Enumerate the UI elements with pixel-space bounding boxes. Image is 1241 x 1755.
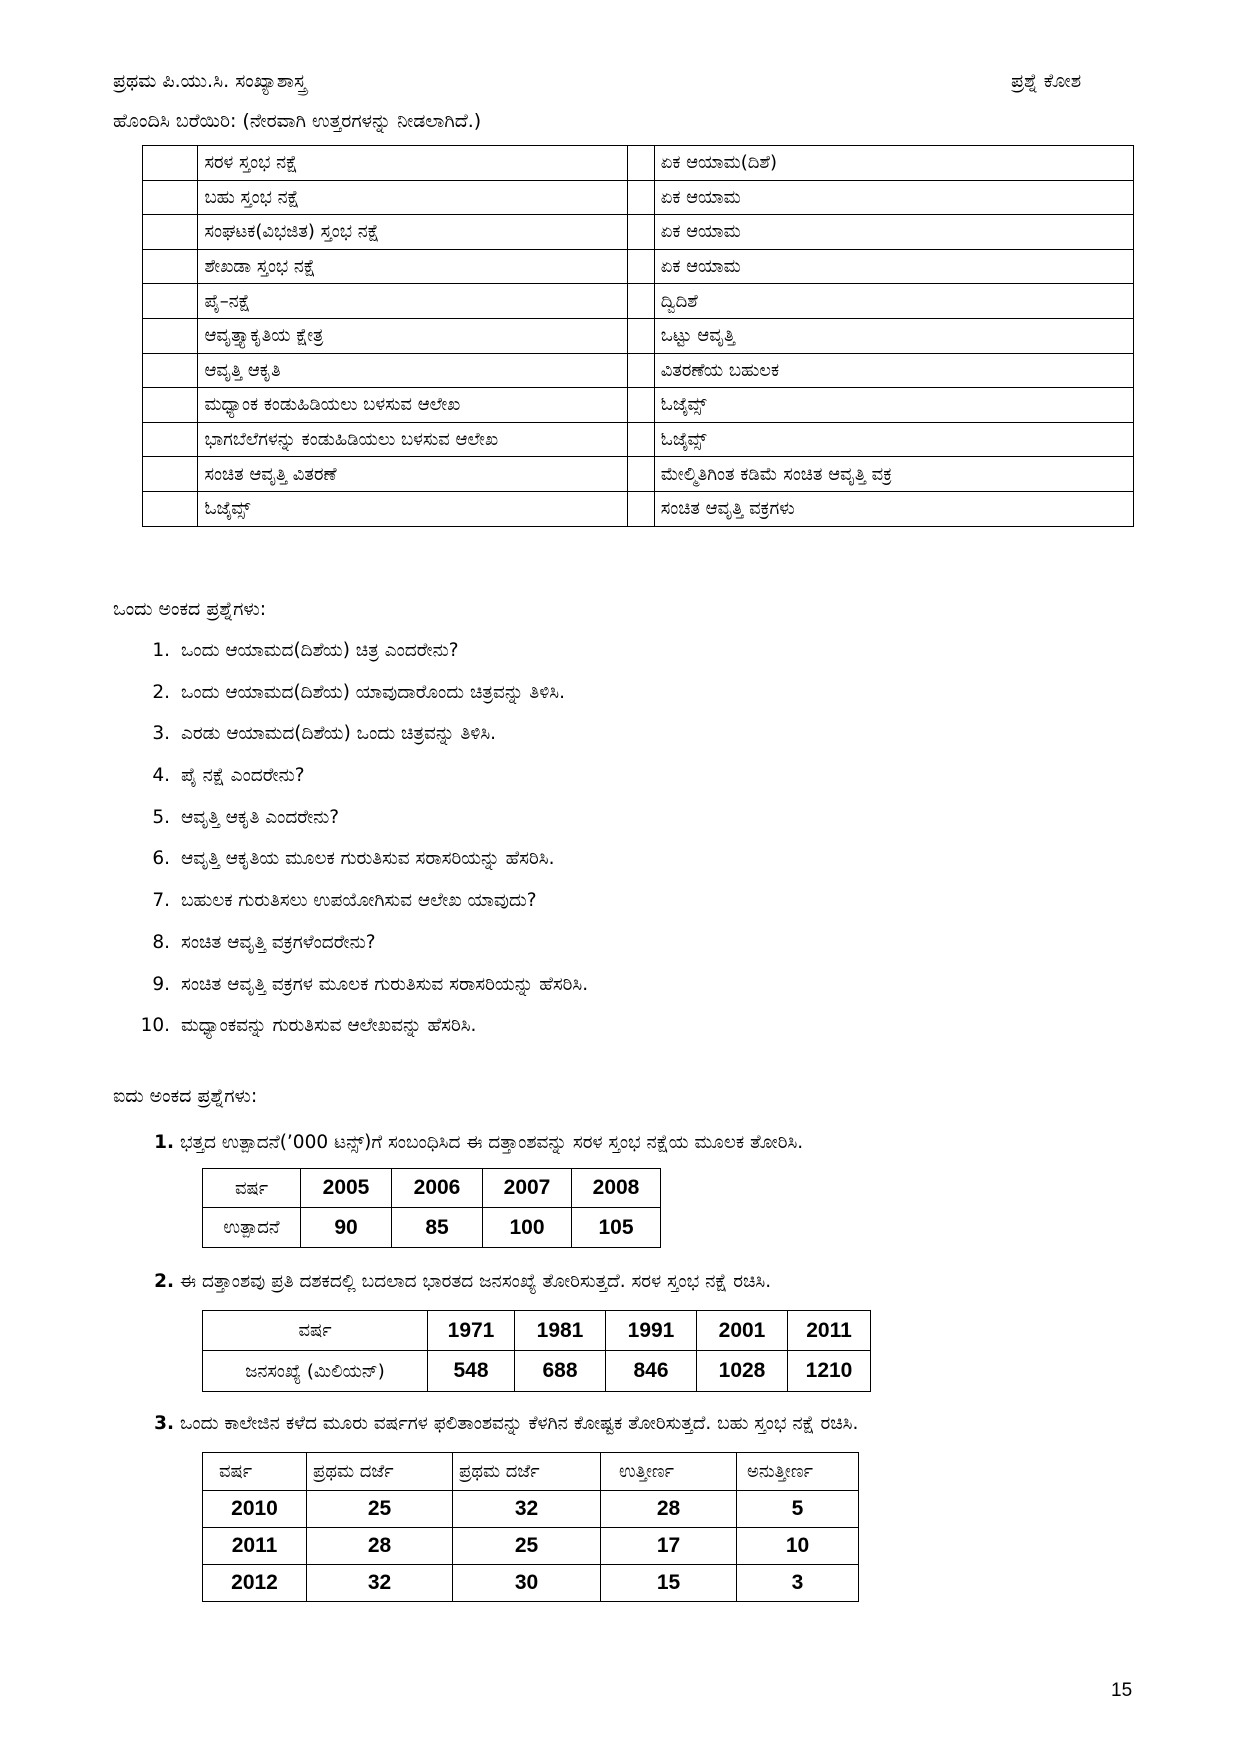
match-item-left: ಪೈ–ನಕ್ಷೆ <box>198 284 628 319</box>
population-table <box>202 1310 871 1392</box>
match-item-right: ಮೇಲ್ಮಿತಿಗಿಂತ ಕಡಿಮೆ ಸಂಚಿತ ಆವೃತ್ತಿ ವಕ್ರ <box>654 457 1133 492</box>
question-number: 9. <box>152 973 170 995</box>
table-cell: 846 <box>606 1351 697 1392</box>
match-table <box>142 145 1134 527</box>
table-header: ಪ್ರಥಮ ದರ್ಜೆ <box>453 1453 601 1491</box>
table-cell: 1210 <box>788 1351 871 1392</box>
match-row <box>143 491 1134 526</box>
match-row <box>143 388 1134 423</box>
results-table <box>202 1452 859 1602</box>
match-blank-cell <box>628 284 655 319</box>
match-item-right: ಸಂಚಿತ ಆವೃತ್ತಿ ವಕ್ರಗಳು <box>654 491 1133 526</box>
match-blank-cell <box>628 491 655 526</box>
question-text: ಆವೃತ್ತಿ ಆಕೃತಿ ಎಂದರೇನು? <box>181 806 340 828</box>
match-item-left: ಶೇಖಡಾ ಸ್ತಂಭ ನಕ್ಷೆ <box>198 249 628 284</box>
table-cell: 25 <box>307 1491 453 1528</box>
table-cell: 25 <box>453 1528 601 1565</box>
one-mark-question <box>134 672 1034 714</box>
match-blank-cell <box>628 388 655 423</box>
table-cell: 28 <box>601 1491 737 1528</box>
five-mark-question-1 <box>146 1132 803 1153</box>
match-row <box>143 146 1134 181</box>
question-text: ಎರಡು ಆಯಾಮದ(ದಿಶೆಯ) ಒಂದು ಚಿತ್ರವನ್ನು ತಿಳಿಸಿ. <box>181 723 497 745</box>
question-text: ಒಂದು ಆಯಾಮದ(ದಿಶೆಯ) ಯಾವುದಾರೊಂದು ಚಿತ್ರವನ್ನು ತಿಳಿಸಿ. <box>181 681 565 703</box>
question-text: ಈ ದತ್ತಾಂಶವು ಪ್ರತಿ ದಶಕದಲ್ಲಿ ಬದಲಾದ ಭಾರತದ ಜನಸಂಖ್ಯೆ ತೋರಿಸುತ್ತದೆ. ಸರಳ ಸ್ತಂಭ ನಕ್ಷೆ ರಚಿಸಿ. <box>180 1271 772 1292</box>
match-blank-cell <box>143 146 198 181</box>
one-mark-question <box>134 755 1034 797</box>
match-blank-cell <box>628 457 655 492</box>
question-number: 3. <box>152 723 170 745</box>
match-blank-cell <box>143 457 198 492</box>
match-item-left: ಆವೃತ್ತಿ ಆಕೃತಿ <box>198 353 628 388</box>
match-section-title: ಹೊಂದಿಸಿ ಬರೆಯಿರಿ: (ನೇರವಾಗಿ ಉತ್ತರಗಳನ್ನು ನೀಡಲಾಗಿದೆ.) <box>113 110 482 132</box>
match-item-right: ಏಕ ಆಯಾಮ <box>654 215 1133 250</box>
table-cell: 28 <box>307 1528 453 1565</box>
match-blank-cell <box>143 318 198 353</box>
match-blank-cell <box>628 422 655 457</box>
one-mark-question <box>134 630 1034 672</box>
match-blank-cell <box>628 180 655 215</box>
table-cell: 1971 <box>428 1311 515 1351</box>
match-blank-cell <box>143 353 198 388</box>
question-number: 6. <box>152 848 170 870</box>
table-cell: 3 <box>737 1565 859 1602</box>
table-cell: 2011 <box>788 1311 871 1351</box>
table-cell: 1981 <box>515 1311 606 1351</box>
match-blank-cell <box>628 318 655 353</box>
table-cell: 90 <box>301 1208 392 1248</box>
match-item-right: ಒಟ್ಟು ಆವೃತ್ತಿ <box>654 318 1133 353</box>
question-text: ಆವೃತ್ತಿ ಆಕೃತಿಯ ಮೂಲಕ ಗುರುತಿಸುವ ಸರಾಸರಿಯನ್ನು ಹೆಸರಿಸಿ. <box>181 848 555 870</box>
match-row <box>143 422 1134 457</box>
one-mark-question <box>134 1005 1034 1047</box>
table-label: ಜನಸಂಖ್ಯೆ (ಮಿಲಿಯನ್) <box>203 1351 428 1392</box>
one-mark-question-list <box>134 630 1034 1047</box>
table-row <box>203 1528 859 1565</box>
match-item-right: ದ್ವಿದಿಶೆ <box>654 284 1133 319</box>
question-number: 3. <box>154 1413 174 1434</box>
match-blank-cell <box>143 180 198 215</box>
one-mark-question <box>134 713 1034 755</box>
table-cell: 30 <box>453 1565 601 1602</box>
match-item-left: ಸಂಚಿತ ಆವೃತ್ತಿ ವಿತರಣೆ <box>198 457 628 492</box>
table-cell: 100 <box>483 1208 572 1248</box>
match-blank-cell <box>628 249 655 284</box>
table-cell: 2001 <box>697 1311 788 1351</box>
table-cell: 32 <box>307 1565 453 1602</box>
table-cell: 85 <box>392 1208 483 1248</box>
question-text: ಸಂಚಿತ ಆವೃತ್ತಿ ವಕ್ರಗಳ ಮೂಲಕ ಗುರುತಿಸುವ ಸರಾಸರಿಯನ್ನು ಹೆಸರಿಸಿ. <box>181 973 589 995</box>
table-cell: 2008 <box>572 1169 661 1208</box>
match-blank-cell <box>628 353 655 388</box>
one-mark-question <box>134 838 1034 880</box>
match-row <box>143 249 1134 284</box>
question-text: ಒಂದು ಕಾಲೇಜಿನ ಕಳೆದ ಮೂರು ವರ್ಷಗಳ ಫಲಿತಾಂಶವನ್ನು ಕೆಳಗಿನ ಕೋಷ್ಟಕ ತೋರಿಸುತ್ತದೆ. ಬಹು ಸ್ತಂಭ ನಕ್ಷೆ ರಚಿಸಿ. <box>180 1413 859 1434</box>
table-cell: 15 <box>601 1565 737 1602</box>
table-cell: 2006 <box>392 1169 483 1208</box>
match-item-right: ಏಕ ಆಯಾಮ <box>654 249 1133 284</box>
question-text: ಪೈ ನಕ್ಷೆ ಎಂದರೇನು? <box>181 765 305 787</box>
match-blank-cell <box>143 491 198 526</box>
match-item-right: ಓಜೈವ್ಸ್ <box>654 422 1133 457</box>
match-item-right: ವಿತರಣೆಯ ಬಹುಲಕ <box>654 353 1133 388</box>
table-cell: 688 <box>515 1351 606 1392</box>
table-cell: 1991 <box>606 1311 697 1351</box>
match-blank-cell <box>143 388 198 423</box>
question-text: ಭತ್ತದ ಉತ್ಪಾದನೆ(’000 ಟನ್ಸ್)ಗೆ ಸಂಬಂಧಿಸಿದ ಈ ದತ್ತಾಂಶವನ್ನು ಸರಳ ಸ್ತಂಭ ನಕ್ಷೆಯ ಮೂಲಕ ತೋರಿಸಿ. <box>180 1132 804 1153</box>
table-cell: 2012 <box>203 1565 307 1602</box>
match-item-left: ಆವೃತ್ತ್ಯಾಕೃತಿಯ ಕ್ಷೇತ್ರ <box>198 318 628 353</box>
match-row <box>143 180 1134 215</box>
match-item-right: ಏಕ ಆಯಾಮ(ದಿಶೆ) <box>654 146 1133 181</box>
table-header: ಪ್ರಥಮ ದರ್ಜೆ <box>307 1453 453 1491</box>
question-number: 8. <box>152 931 170 953</box>
match-blank-cell <box>628 215 655 250</box>
page-number: 15 <box>1111 1680 1133 1701</box>
table-label: ವರ್ಷ <box>203 1311 428 1351</box>
match-row <box>143 215 1134 250</box>
question-text: ಸಂಚಿತ ಆವೃತ್ತಿ ವಕ್ರಗಳೆಂದರೇನು? <box>181 931 376 953</box>
question-number: 1. <box>154 1132 174 1153</box>
match-row <box>143 457 1134 492</box>
match-row <box>143 353 1134 388</box>
table-cell: 17 <box>601 1528 737 1565</box>
match-item-left: ಮಧ್ಯಾಂಕ ಕಂಡುಹಿಡಿಯಲು ಬಳಸುವ ಆಲೇಖ <box>198 388 628 423</box>
table-cell: 105 <box>572 1208 661 1248</box>
match-item-right: ಏಕ ಆಯಾಮ <box>654 180 1133 215</box>
five-mark-question-3 <box>146 1413 858 1434</box>
question-number: 10. <box>140 1015 170 1037</box>
match-blank-cell <box>628 146 655 181</box>
question-number: 7. <box>152 890 170 912</box>
table-cell: 548 <box>428 1351 515 1392</box>
question-number: 5. <box>152 806 170 828</box>
one-mark-question <box>134 964 1034 1006</box>
production-table <box>202 1168 661 1248</box>
match-blank-cell <box>143 422 198 457</box>
table-header: ಉತ್ತೀರ್ಣ <box>601 1453 737 1491</box>
match-item-right: ಓಜೈವ್ಸ್ <box>654 388 1133 423</box>
header-title: ಪ್ರಥಮ ಪಿ.ಯು.ಸಿ. ಸಂಖ್ಯಾಶಾಸ್ತ್ರ <box>113 70 307 92</box>
table-cell: 32 <box>453 1491 601 1528</box>
question-number: 2. <box>152 681 170 703</box>
match-item-left: ಓಜೈವ್ಸ್ <box>198 491 628 526</box>
table-header: ಅನುತ್ತೀರ್ಣ <box>737 1453 859 1491</box>
table-cell: 2005 <box>301 1169 392 1208</box>
table-cell: 2010 <box>203 1491 307 1528</box>
question-text: ಒಂದು ಆಯಾಮದ(ದಿಶೆಯ) ಚಿತ್ರ ಎಂದರೇನು? <box>181 640 459 661</box>
table-cell: 5 <box>737 1491 859 1528</box>
one-mark-question <box>134 922 1034 964</box>
table-header: ವರ್ಷ <box>203 1453 307 1491</box>
match-blank-cell <box>143 215 198 250</box>
table-cell: 10 <box>737 1528 859 1565</box>
match-item-left: ಬಹು ಸ್ತಂಭ ನಕ್ಷೆ <box>198 180 628 215</box>
table-row <box>203 1491 859 1528</box>
header-subject: ಪ್ರಶ್ನೆ ಕೋಶ <box>1011 70 1082 92</box>
match-blank-cell <box>143 249 198 284</box>
question-number: 2. <box>154 1271 174 1292</box>
question-text: ಬಹುಲಕ ಗುರುತಿಸಲು ಉಪಯೋಗಿಸುವ ಆಲೇಖ ಯಾವುದು? <box>181 890 537 912</box>
one-mark-question <box>134 797 1034 839</box>
match-blank-cell <box>143 284 198 319</box>
question-number: 1. <box>152 640 170 661</box>
table-label: ವರ್ಷ <box>203 1169 301 1208</box>
five-mark-question-2 <box>146 1271 771 1292</box>
table-label: ಉತ್ಪಾದನೆ <box>203 1208 301 1248</box>
one-mark-title: ಒಂದು ಅಂಕದ ಪ್ರಶ್ನೆಗಳು: <box>113 598 267 620</box>
question-number: 4. <box>152 765 170 787</box>
table-cell: 2011 <box>203 1528 307 1565</box>
table-cell: 1028 <box>697 1351 788 1392</box>
table-cell: 2007 <box>483 1169 572 1208</box>
match-row <box>143 284 1134 319</box>
match-item-left: ಸರಳ ಸ್ತಂಭ ನಕ್ಷೆ <box>198 146 628 181</box>
question-text: ಮಧ್ಯಾಂಕವನ್ನು ಗುರುತಿಸುವ ಆಲೇಖವನ್ನು ಹೆಸರಿಸಿ. <box>181 1015 477 1037</box>
match-item-left: ಸಂಘಟಕ(ವಿಭಜಿತ) ಸ್ತಂಭ ನಕ್ಷೆ <box>198 215 628 250</box>
one-mark-question <box>134 880 1034 922</box>
table-row <box>203 1565 859 1602</box>
match-item-left: ಭಾಗಬೆಲೆಗಳನ್ನು ಕಂಡುಹಿಡಿಯಲು ಬಳಸುವ ಆಲೇಖ <box>198 422 628 457</box>
match-row <box>143 318 1134 353</box>
five-mark-title: ಐದು ಅಂಕದ ಪ್ರಶ್ನೆಗಳು: <box>113 1085 258 1107</box>
